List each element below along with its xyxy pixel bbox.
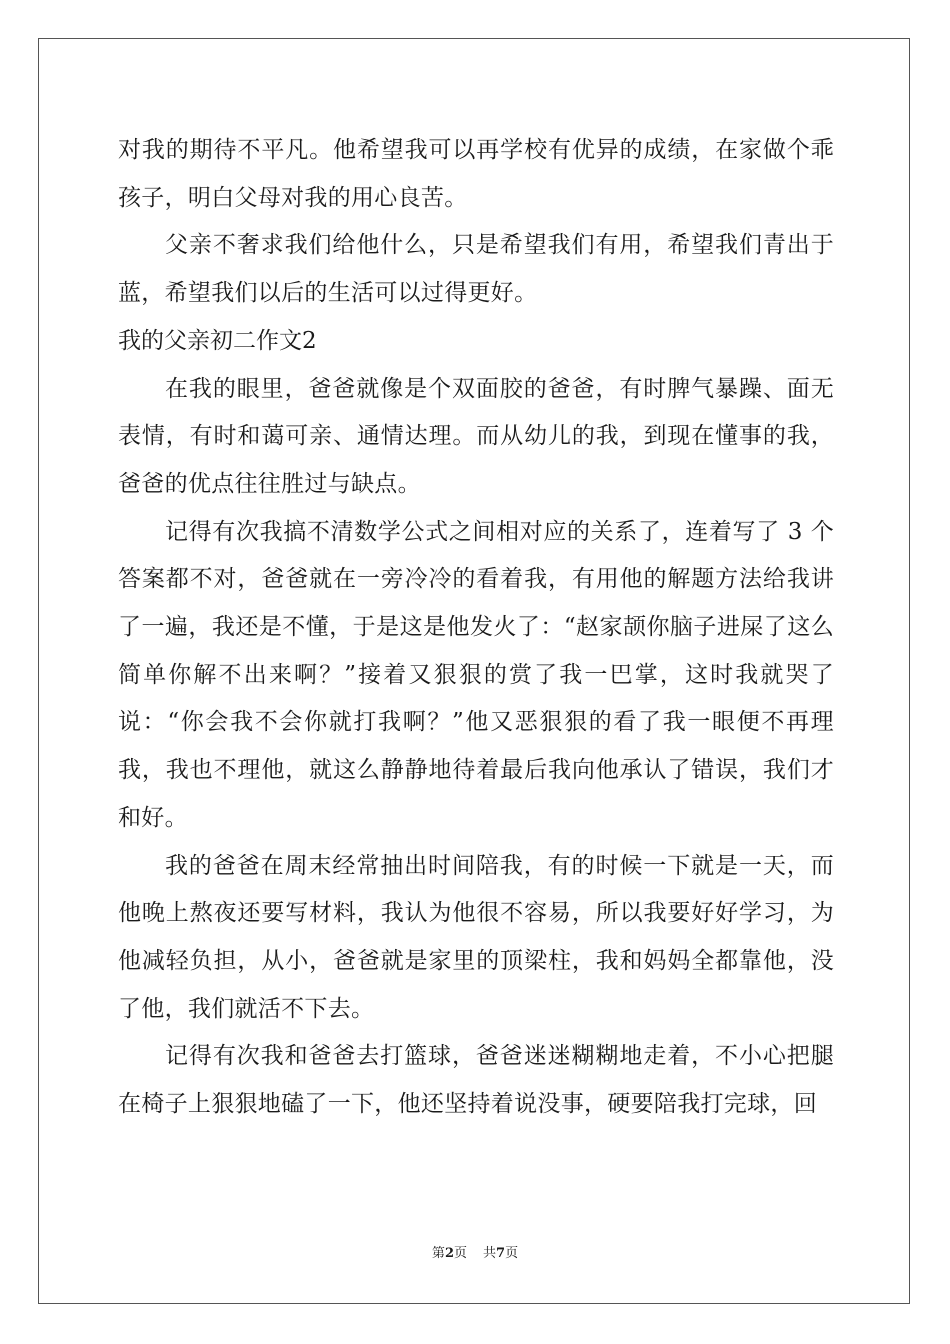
page-suffix: 页: [453, 1246, 467, 1261]
page-total: 7: [496, 1246, 506, 1261]
document-body: [118, 127, 834, 1129]
paragraph: 父亲不奢求我们给他什么，只是希望我们有用，希望我们青出于蓝，希望我们以后的生活可以过得更好。: [118, 232, 834, 307]
section-heading: 我的父亲初二作文2: [118, 327, 317, 354]
page-current: 2: [444, 1246, 454, 1261]
total-prefix: 共: [483, 1246, 497, 1261]
page-footer: [0, 1244, 950, 1264]
page-prefix: 第: [431, 1246, 445, 1261]
paragraph: 对我的期待不平凡。他希望我可以再学校有优异的成绩，在家做个乖孩子，明白父母对我的用心良苦。: [118, 137, 834, 211]
paragraph: 记得有次我搞不清数学公式之间相对应的关系了，连着写了 3 个答案都不对，爸爸就在一旁冷冷的看着我，有用他的解题方法给我讲了一遍，我还是不懂，于是这是他发火了：“赵家颉你脑子进屎了这么简单你解不出来啊？”接着又狠狠的赏了我一巴掌，这时我就哭了说：“你会我不会你就打我啊？”他又恶狠狠的看了我一眼便不再理我，我也不理他，就这么静静地待着最后我向他承认了错误，我们才和好。: [118, 518, 834, 831]
total-suffix: 页: [505, 1246, 519, 1261]
paragraph: 记得有次我和爸爸去打篮球，爸爸迷迷糊糊地走着，不小心把腿在椅子上狠狠地磕了一下，他还坚持着说没事，硬要陪我打完球，回: [118, 1043, 834, 1118]
paragraph: 在我的眼里，爸爸就像是个双面胶的爸爸，有时脾气暴躁、面无表情，有时和蔼可亲、通情达理。而从幼儿的我，到现在懂事的我，爸爸的优点往往胜过与缺点。: [118, 375, 834, 497]
paragraph: 我的爸爸在周末经常抽出时间陪我，有的时候一下就是一天，而他晚上熬夜还要写材料，我认为他很不容易，所以我要好好学习，为他减轻负担，从小，爸爸就是家里的顶梁柱，我和妈妈全都靠他，没了他，我们就活不下去。: [118, 852, 834, 1022]
